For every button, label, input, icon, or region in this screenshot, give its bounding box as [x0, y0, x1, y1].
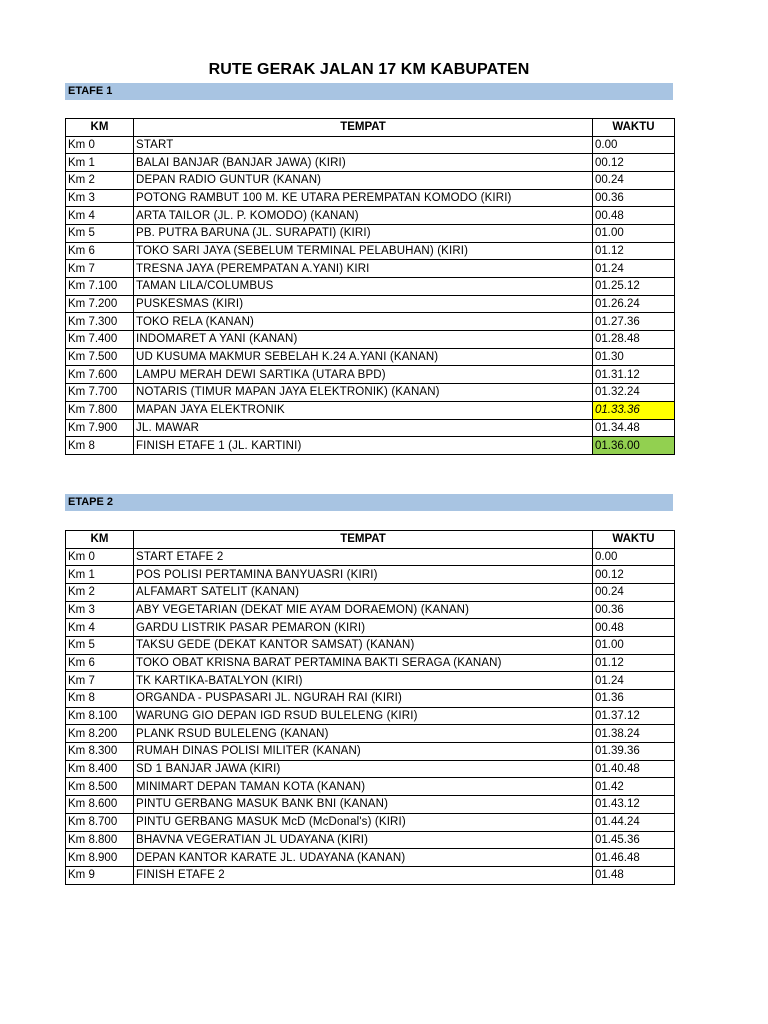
table-row [66, 690, 675, 708]
cell-tempat: POTONG RAMBUT 100 M. KE UTARA PEREMPATAN KOMODO (KIRI) [134, 189, 593, 207]
table-row [66, 366, 675, 384]
cell-waktu: 01.27.36 [593, 313, 675, 331]
cell-waktu: 01.34.48 [593, 419, 675, 437]
table-row [66, 384, 675, 402]
cell-km: Km 6 [66, 654, 134, 672]
cell-waktu: 01.31.12 [593, 366, 675, 384]
cell-tempat: DEPAN RADIO GUNTUR (KANAN) [134, 171, 593, 189]
table-row [66, 866, 675, 884]
cell-waktu: 01.12 [593, 654, 675, 672]
header-tempat: TEMPAT [134, 119, 593, 137]
table-row [66, 242, 675, 260]
cell-tempat: ARTA TAILOR (JL. P. KOMODO) (KANAN) [134, 207, 593, 225]
cell-waktu: 01.36.00 [593, 437, 675, 455]
table-row [66, 672, 675, 690]
cell-tempat: TOKO RELA (KANAN) [134, 313, 593, 331]
cell-km: Km 7.600 [66, 366, 134, 384]
table-row [66, 619, 675, 637]
table-row [66, 437, 675, 455]
cell-km: Km 3 [66, 189, 134, 207]
cell-waktu: 01.24 [593, 672, 675, 690]
table-row [66, 171, 675, 189]
table-row [66, 207, 675, 225]
section-2-label: ETAPE 2 [65, 494, 673, 511]
cell-tempat: GARDU LISTRIK PASAR PEMARON (KIRI) [134, 619, 593, 637]
header-tempat: TEMPAT [134, 531, 593, 549]
table-row [66, 260, 675, 278]
cell-km: Km 7.300 [66, 313, 134, 331]
cell-km: Km 7 [66, 260, 134, 278]
cell-waktu: 01.00 [593, 224, 675, 242]
cell-km: Km 7.100 [66, 278, 134, 296]
cell-km: Km 1 [66, 154, 134, 172]
table-row [66, 796, 675, 814]
cell-tempat: ORGANDA - PUSPASARI JL. NGURAH RAI (KIRI) [134, 690, 593, 708]
header-waktu: WAKTU [593, 531, 675, 549]
cell-tempat: UD KUSUMA MAKMUR SEBELAH K.24 A.YANI (KANAN) [134, 348, 593, 366]
table-row [66, 583, 675, 601]
cell-tempat: PLANK RSUD BULELENG (KANAN) [134, 725, 593, 743]
cell-tempat: FINISH ETAFE 2 [134, 866, 593, 884]
table-row [66, 725, 675, 743]
cell-waktu: 0.00 [593, 548, 675, 566]
cell-tempat: TAKSU GEDE (DEKAT KANTOR SAMSAT) (KANAN) [134, 636, 593, 654]
cell-tempat: ALFAMART SATELIT (KANAN) [134, 583, 593, 601]
header-waktu: WAKTU [593, 119, 675, 137]
cell-km: Km 7.400 [66, 331, 134, 349]
cell-waktu: 01.44.24 [593, 813, 675, 831]
table-row [66, 348, 675, 366]
cell-waktu: 00.36 [593, 601, 675, 619]
cell-waktu: 01.30 [593, 348, 675, 366]
table-row [66, 636, 675, 654]
cell-waktu: 01.26.24 [593, 295, 675, 313]
cell-km: Km 8.100 [66, 707, 134, 725]
cell-tempat: TOKO SARI JAYA (SEBELUM TERMINAL PELABUHAN) (KIRI) [134, 242, 593, 260]
cell-waktu: 01.24 [593, 260, 675, 278]
table-row [66, 154, 675, 172]
cell-km: Km 7.700 [66, 384, 134, 402]
table-row [66, 224, 675, 242]
cell-km: Km 6 [66, 242, 134, 260]
cell-waktu: 01.40.48 [593, 760, 675, 778]
cell-km: Km 8.700 [66, 813, 134, 831]
table-row [66, 419, 675, 437]
cell-km: Km 2 [66, 171, 134, 189]
table-row [66, 601, 675, 619]
table-row [66, 849, 675, 867]
cell-waktu: 01.48 [593, 866, 675, 884]
cell-tempat: PUSKESMAS (KIRI) [134, 295, 593, 313]
cell-waktu: 01.46.48 [593, 849, 675, 867]
table-row [66, 136, 675, 154]
cell-km: Km 8.900 [66, 849, 134, 867]
cell-tempat: TRESNA JAYA (PEREMPATAN A.YANI) KIRI [134, 260, 593, 278]
table-row [66, 313, 675, 331]
cell-tempat: MINIMART DEPAN TAMAN KOTA (KANAN) [134, 778, 593, 796]
cell-tempat: START ETAFE 2 [134, 548, 593, 566]
cell-km: Km 9 [66, 866, 134, 884]
cell-waktu: 01.33.36 [593, 401, 675, 419]
table-row [66, 707, 675, 725]
cell-tempat: PINTU GERBANG MASUK BANK BNI (KANAN) [134, 796, 593, 814]
cell-km: Km 5 [66, 224, 134, 242]
header-km: KM [66, 531, 134, 549]
cell-km: Km 7.800 [66, 401, 134, 419]
cell-km: Km 3 [66, 601, 134, 619]
table-row [66, 566, 675, 584]
table-row [66, 278, 675, 296]
table-row [66, 548, 675, 566]
cell-tempat: ABY VEGETARIAN (DEKAT MIE AYAM DORAEMON) (KANAN) [134, 601, 593, 619]
cell-waktu: 00.36 [593, 189, 675, 207]
cell-km: Km 8 [66, 690, 134, 708]
cell-tempat: RUMAH DINAS POLISI MILITER (KANAN) [134, 743, 593, 761]
table-row [66, 401, 675, 419]
cell-km: Km 7.900 [66, 419, 134, 437]
cell-km: Km 8.600 [66, 796, 134, 814]
cell-waktu: 00.24 [593, 171, 675, 189]
cell-km: Km 0 [66, 136, 134, 154]
cell-waktu: 00.48 [593, 619, 675, 637]
header-km: KM [66, 119, 134, 137]
cell-tempat: SD 1 BANJAR JAWA (KIRI) [134, 760, 593, 778]
document-title: RUTE GERAK JALAN 17 KM KABUPATEN [208, 61, 530, 78]
cell-tempat: NOTARIS (TIMUR MAPAN JAYA ELEKTRONIK) (KANAN) [134, 384, 593, 402]
cell-tempat: MAPAN JAYA ELEKTRONIK [134, 401, 593, 419]
cell-km: Km 4 [66, 207, 134, 225]
cell-km: Km 2 [66, 583, 134, 601]
cell-waktu: 00.24 [593, 583, 675, 601]
table-row [66, 189, 675, 207]
cell-tempat: FINISH ETAFE 1 (JL. KARTINI) [134, 437, 593, 455]
route-table-etape-1 [65, 118, 675, 455]
cell-tempat: PB. PUTRA BARUNA (JL. SURAPATI) (KIRI) [134, 224, 593, 242]
cell-waktu: 01.00 [593, 636, 675, 654]
cell-tempat: WARUNG GIO DEPAN IGD RSUD BULELENG (KIRI) [134, 707, 593, 725]
table-row [66, 778, 675, 796]
cell-km: Km 1 [66, 566, 134, 584]
cell-tempat: LAMPU MERAH DEWI SARTIKA (UTARA BPD) [134, 366, 593, 384]
cell-tempat: TK KARTIKA-BATALYON (KIRI) [134, 672, 593, 690]
table-header-row [66, 119, 675, 137]
cell-waktu: 01.32.24 [593, 384, 675, 402]
cell-tempat: BALAI BANJAR (BANJAR JAWA) (KIRI) [134, 154, 593, 172]
cell-waktu: 01.12 [593, 242, 675, 260]
cell-waktu: 01.25.12 [593, 278, 675, 296]
cell-km: Km 8.400 [66, 760, 134, 778]
cell-km: Km 8 [66, 437, 134, 455]
table-row [66, 654, 675, 672]
cell-waktu: 01.39.36 [593, 743, 675, 761]
cell-km: Km 4 [66, 619, 134, 637]
cell-waktu: 00.12 [593, 154, 675, 172]
cell-waktu: 00.12 [593, 566, 675, 584]
cell-waktu: 01.45.36 [593, 831, 675, 849]
cell-waktu: 01.43.12 [593, 796, 675, 814]
cell-waktu: 01.38.24 [593, 725, 675, 743]
table-row [66, 331, 675, 349]
cell-tempat: POS POLISI PERTAMINA BANYUASRI (KIRI) [134, 566, 593, 584]
table-row [66, 295, 675, 313]
cell-waktu: 01.28.48 [593, 331, 675, 349]
cell-km: Km 7 [66, 672, 134, 690]
cell-km: Km 5 [66, 636, 134, 654]
cell-tempat: TOKO OBAT KRISNA BARAT PERTAMINA BAKTI SERAGA (KANAN) [134, 654, 593, 672]
table-row [66, 760, 675, 778]
cell-tempat: PINTU GERBANG MASUK McD (McDonal's) (KIRI) [134, 813, 593, 831]
cell-km: Km 0 [66, 548, 134, 566]
cell-tempat: TAMAN LILA/COLUMBUS [134, 278, 593, 296]
cell-tempat: BHAVNA VEGERATIAN JL UDAYANA (KIRI) [134, 831, 593, 849]
cell-tempat: JL. MAWAR [134, 419, 593, 437]
cell-waktu: 00.48 [593, 207, 675, 225]
cell-waktu: 0.00 [593, 136, 675, 154]
table-row [66, 813, 675, 831]
table-row [66, 743, 675, 761]
cell-tempat: INDOMARET A YANI (KANAN) [134, 331, 593, 349]
cell-km: Km 7.500 [66, 348, 134, 366]
cell-km: Km 8.300 [66, 743, 134, 761]
cell-km: Km 7.200 [66, 295, 134, 313]
cell-km: Km 8.200 [66, 725, 134, 743]
cell-km: Km 8.800 [66, 831, 134, 849]
table-header-row [66, 531, 675, 549]
section-1-label: ETAFE 1 [65, 83, 673, 100]
cell-tempat: START [134, 136, 593, 154]
cell-waktu: 01.37.12 [593, 707, 675, 725]
cell-km: Km 8.500 [66, 778, 134, 796]
table-row [66, 831, 675, 849]
route-table-etape-2 [65, 530, 675, 885]
cell-waktu: 01.36 [593, 690, 675, 708]
cell-waktu: 01.42 [593, 778, 675, 796]
cell-tempat: DEPAN KANTOR KARATE JL. UDAYANA (KANAN) [134, 849, 593, 867]
